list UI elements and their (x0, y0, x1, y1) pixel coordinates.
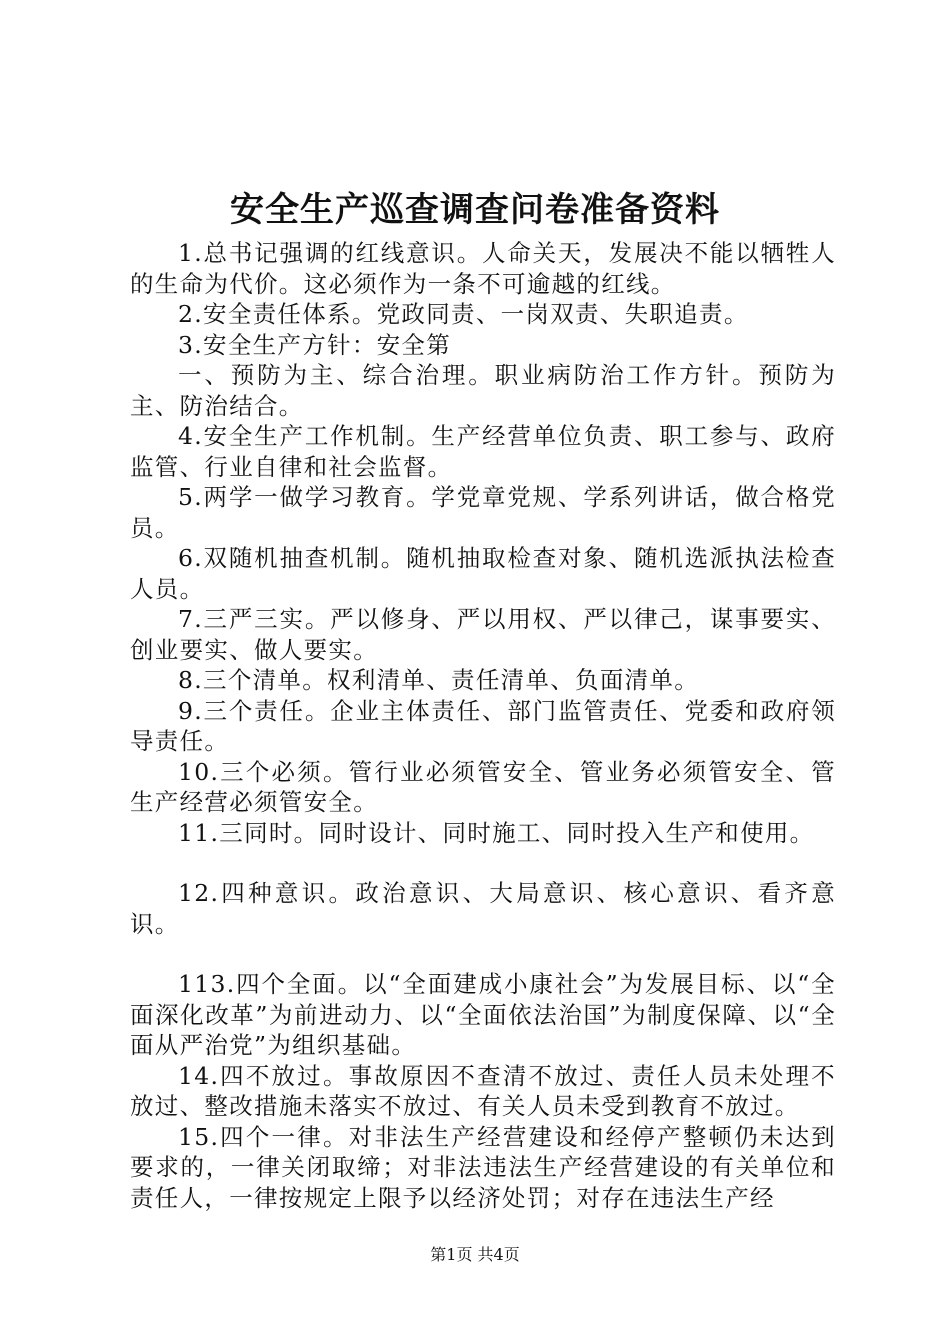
paragraph-3-continued: 一、预防为主、综合治理。职业病防治工作方针。预防为主、防治结合。 (130, 361, 836, 420)
paragraph-2: 2.安全责任体系。党政同责、一岗双责、失职追责。 (178, 300, 749, 328)
paragraph-14: 14.四不放过。事故原因不查清不放过、责任人员未处理不放过、整改措施未落实不放过、有关人员未受到教育不放过。 (130, 1061, 836, 1120)
paragraph-9: 9.三个责任。企业主体责任、部门监管责任、党委和政府领导责任。 (130, 696, 836, 755)
paragraph-6: 6.双随机抽查机制。随机抽取检查对象、随机选派执法检查人员。 (130, 544, 836, 603)
document-body (130, 238, 836, 1213)
paragraph-12: 12.四种意识。政治意识、大局意识、核心意识、看齐意识。 (130, 879, 836, 938)
paragraph-7: 7.三严三实。严以修身、严以用权、严以律己，谋事要实、创业要实、做人要实。 (130, 605, 836, 664)
paragraph-3: 3.安全生产方针：安全第 (178, 330, 452, 359)
paragraph-10: 10.三个必须。管行业必须管安全、管业务必须管安全、管生产经营必须管安全。 (130, 757, 836, 816)
paragraph-11: 11.三同时。同时设计、同时施工、同时投入生产和使用。 (178, 818, 815, 847)
page-number-footer: 第1页 共4页 (430, 1245, 520, 1264)
paragraph-1: 1.总书记强调的红线意识。人命关天，发展决不能以牺牲人的生命为代价。这必须作为一条不可逾越的红线。 (130, 239, 836, 298)
paragraph-13: 113.四个全面。以“全面建成小康社会”为发展目标、以“全面深化改革”为前进动力、以“全面依法治国”为制度保障、以“全面从严治党”为组织基础。 (130, 970, 836, 1059)
paragraph-8: 8.三个清单。权利清单、责任清单、负面清单。 (178, 666, 700, 694)
paragraph-15: 15.四个一律。对非法生产经营建设和经停产整顿仍未达到要求的，一律关闭取缔；对非法违法生产经营建设的有关单位和责任人，一律按规定上限予以经济处罚；对存在违法生产经 (130, 1122, 836, 1212)
paragraph-4: 4.安全生产工作机制。生产经营单位负责、职工参与、政府监管、行业自律和社会监督。 (130, 422, 836, 481)
paragraph-5: 5.两学一做学习教育。学党章党规、学系列讲话，做合格党员。 (130, 483, 836, 542)
document-title: 安全生产巡查调查问卷准备资料 (230, 190, 720, 230)
